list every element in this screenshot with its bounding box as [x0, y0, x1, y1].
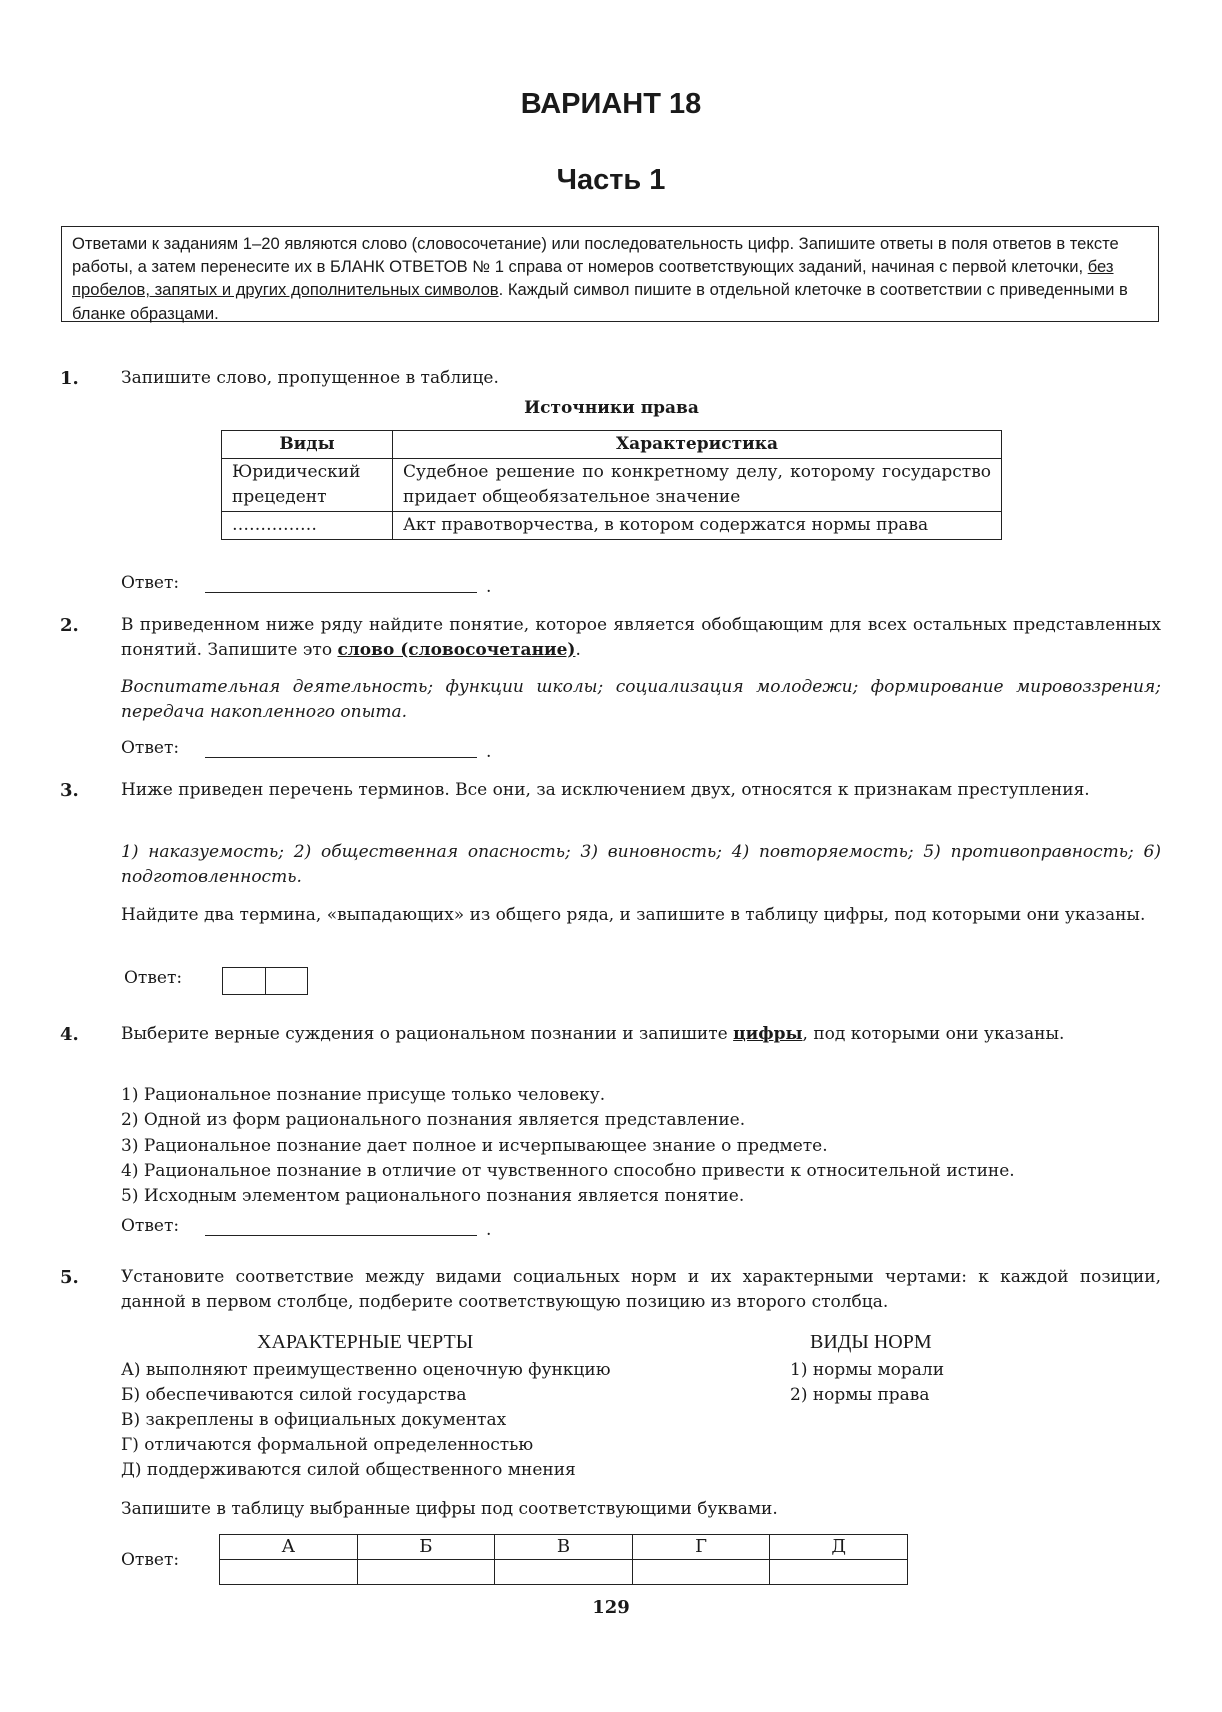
q2-prompt-text: В приведенном ниже ряду найдите понятие, которое является обобщающим для всех остальных представленных понятий. Запишите это	[121, 615, 1161, 660]
q5-letter-b: Б	[357, 1535, 495, 1560]
q5-number: 5.	[60, 1267, 79, 1288]
q4-prompt-underlined: цифры	[733, 1024, 803, 1044]
variant-title: ВАРИАНТ 18	[520, 88, 702, 120]
q5-prompt: Установите соответствие между видами социальных норм и их характерными чертами: к каждой позиции, данной в первом столбце, подберите соответствующую позицию из второго столбца.	[121, 1267, 1161, 1312]
q5-letter-d: Г	[632, 1535, 770, 1560]
instructions-underlined: без пробелов, запятых и других дополнительных символов	[72, 257, 1114, 300]
q1-header-types: Виды	[222, 431, 393, 459]
q4-prompt-text: Выберите верные суждения о рациональном познании и запишите	[121, 1024, 734, 1044]
q5-right-header: ВИДЫ НОРМ	[810, 1331, 932, 1353]
q1-answer-field[interactable]	[205, 592, 477, 593]
q1-row1-type: Юридический прецедент	[222, 459, 393, 512]
q5-right-item-2: 2) нормы права	[790, 1385, 930, 1405]
q3-terms: 1) наказуемость; 2) общественная опасность; 3) виновность; 4) повторяемость; 5) противоправность; 6) подготовленность.	[121, 842, 1161, 887]
q5-answer-table	[219, 1534, 908, 1585]
q1-answer-label: Ответ:	[121, 573, 180, 593]
table-row	[222, 459, 1002, 512]
q2-prompt	[121, 613, 1161, 663]
q5-answer-cell[interactable]	[770, 1560, 908, 1585]
q4-option-1: 1) Рациональное познание присуще только человеку.	[121, 1085, 606, 1105]
q5-left-item-c: В) закреплены в официальных документах	[121, 1410, 507, 1430]
q5-letter-e: Д	[770, 1535, 908, 1560]
q5-task: Запишите в таблицу выбранные цифры под соответствующими буквами.	[121, 1499, 778, 1519]
q1-prompt: Запишите слово, пропущенное в таблице.	[121, 368, 499, 388]
q4-prompt-end: , под которыми они указаны.	[802, 1024, 1065, 1044]
q5-left-item-d: Г) отличаются формальной определенностью	[121, 1435, 534, 1455]
q1-header-desc: Характеристика	[393, 431, 1002, 459]
q3-answer-cell[interactable]	[223, 968, 266, 994]
q1-number: 1.	[60, 368, 79, 389]
q5-right-item-1: 1) нормы морали	[790, 1360, 945, 1380]
q5-left-item-a: А) выполняют преимущественно оценочную функцию	[121, 1360, 611, 1380]
q4-answer-dot: .	[486, 1220, 492, 1240]
instructions-box	[61, 226, 1159, 322]
instructions-text: Ответами к заданиям 1–20 являются слово (словосочетание) или последовательность цифр. Запишите ответы в поля ответов в тексте работы, а затем перенесите их в БЛАНК ОТВЕТОВ № 1 справа от номеров соответствующих заданий, начиная с первой клеточки,	[72, 234, 1119, 277]
q5-letter-a: А	[220, 1535, 358, 1560]
q5-left-item-b: Б) обеспечиваются силой государства	[121, 1385, 467, 1405]
q2-number: 2.	[60, 615, 79, 636]
page-number: 129	[592, 1597, 630, 1618]
instructions-text-end: . Каждый символ пишите в отдельной клеточке в соответствии с приведенными в бланке образцами.	[72, 280, 1128, 323]
q4-option-2: 2) Одной из форм рационального познания является представление.	[121, 1110, 746, 1130]
q5-left-header: ХАРАКТЕРНЫЕ ЧЕРТЫ	[257, 1331, 474, 1353]
q4-option-5: 5) Исходным элементом рационального познания является понятие.	[121, 1186, 745, 1206]
q5-answer-cell[interactable]	[220, 1560, 358, 1585]
q5-letter-c: В	[495, 1535, 633, 1560]
q2-answer-field[interactable]	[205, 757, 477, 758]
q1-row2-type: ……………	[222, 512, 393, 540]
q3-number: 3.	[60, 780, 79, 801]
table-row	[222, 512, 1002, 540]
q2-series: Воспитательная деятельность; функции школы; социализация молодежи; формирование мировоззрения; передача накопленного опыта.	[121, 677, 1161, 722]
q3-answer-box	[222, 967, 308, 995]
q4-prompt	[121, 1022, 1161, 1047]
q1-table-title: Источники права	[524, 398, 699, 418]
q5-answer-cell[interactable]	[495, 1560, 633, 1585]
q3-prompt: Ниже приведен перечень терминов. Все они, за исключением двух, относятся к признакам преступления.	[121, 780, 1090, 800]
q5-answer-cell[interactable]	[357, 1560, 495, 1585]
q4-answer-field[interactable]	[205, 1235, 477, 1236]
q2-prompt-underlined: слово (словосочетание)	[337, 640, 576, 660]
q2-answer-dot: .	[486, 742, 492, 762]
q5-answer-label: Ответ:	[121, 1550, 180, 1570]
q3-answer-cell[interactable]	[266, 968, 308, 994]
q5-left-item-e: Д) поддерживаются силой общественного мнения	[121, 1460, 576, 1480]
q1-table	[221, 430, 1002, 540]
q1-row2-desc: Акт правотворчества, в котором содержатся нормы права	[393, 512, 1002, 540]
q1-row1-desc: Судебное решение по конкретному делу, которому государство придает общеобязательное значение	[393, 459, 1002, 512]
q4-answer-label: Ответ:	[121, 1216, 180, 1236]
q1-answer-dot: .	[486, 577, 492, 597]
q2-prompt-end: .	[575, 640, 581, 660]
q4-option-3: 3) Рациональное познание дает полное и исчерпывающее знание о предмете.	[121, 1136, 828, 1156]
q2-answer-label: Ответ:	[121, 738, 180, 758]
part-title: Часть 1	[556, 164, 666, 196]
q4-number: 4.	[60, 1024, 79, 1045]
q3-task: Найдите два термина, «выпадающих» из общего ряда, и запишите в таблицу цифры, под которыми они указаны.	[121, 905, 1146, 925]
q4-option-4: 4) Рациональное познание в отличие от чувственного способно привести к относительной истине.	[121, 1161, 1015, 1181]
q3-answer-label: Ответ:	[124, 968, 183, 988]
q5-answer-cell[interactable]	[632, 1560, 770, 1585]
